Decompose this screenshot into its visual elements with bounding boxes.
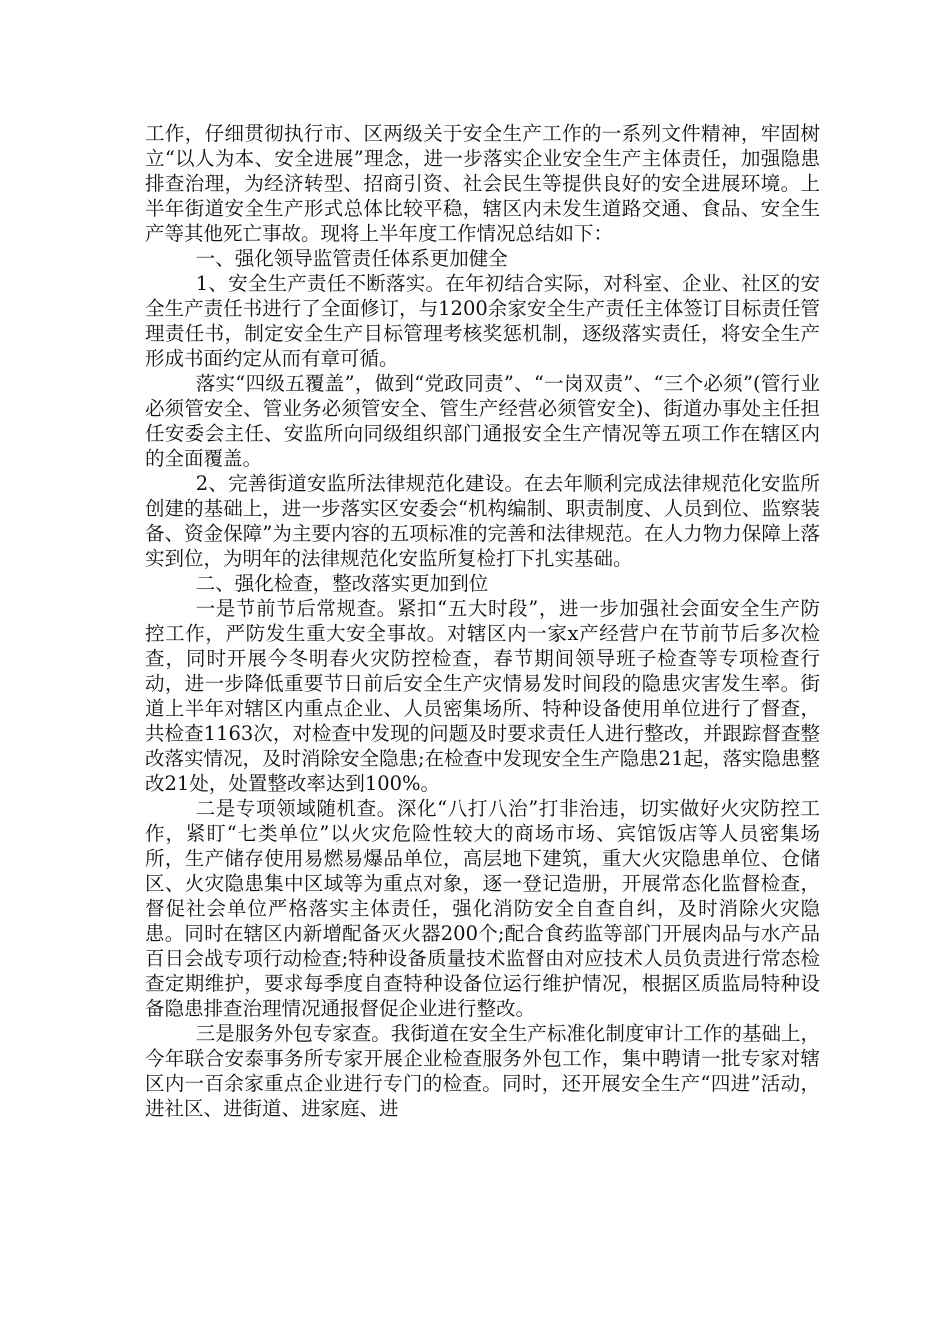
paragraph-2-1: 一是节前节后常规查。紧扣“五大时段”，进一步加强社会面安全生产防控工作，严防发生重大安全事故。对辖区内一家x产经营户在节前节后多次检查，同时开展今冬明春火灾防控检查，春节期间领导班子检查等专项检查行动，进一步降低重要节日前后安全生产灾情易发时间段的隐患灾害发生率。街道上半年对辖区内重点企业、人员密集场所、特种设备使用单位进行了督查，共检查1163次，对检查中发现的问题及时要求责任人进行整改，并跟踪督查整改落实情况，及时消除安全隐患;在检查中发现安全生产隐患21起，落实隐患整改21处，处置整改率达到100%。 <box>145 597 820 795</box>
paragraph-intro: 工作，仔细贯彻执行市、区两级关于安全生产工作的一系列文件精神，牢固树立“以人为本、安全进展”理念，进一步落实企业安全生产主体责任，加强隐患排查治理，为经济转型、招商引资、社会民生等提供良好的安全进展环境。上半年街道安全生产形式总体比较平稳，辖区内未发生道路交通、食品、安全生产等其他死亡事故。现将上半年度工作情况总结如下： <box>145 122 820 245</box>
paragraph-2-2: 二是专项领域随机查。深化“八打八治”打非治违，切实做好火灾防控工作，紧盯“七类单位”以火灾危险性较大的商场市场、宾馆饭店等人员密集场所，生产储存使用易燃易爆品单位，高层地下建筑，重大火灾隐患单位、仓储区、火灾隐患集中区域等为重点对象，逐一登记造册，开展常态化监督检查，督促社会单位严格落实主体责任，强化消防安全自查自纠，及时消除火灾隐患。同时在辖区内新增配备灭火器200个;配合食药监等部门开展肉品与水产品百日会战专项行动检查;特种设备质量技术监督由对应技术人员负责进行常态检查定期维护，要求每季度自查特种设备位运行维护情况，根据区质监局特种设备隐患排查治理情况通报督促企业进行整改。 <box>145 797 820 1020</box>
paragraph-1-2: 2、完善街道安监所法律规范化建设。在去年顺利完成法律规范化安监所创建的基础上，进一步落实区安委会“机构编制、职责制度、人员到位、监察装备、资金保障”为主要内容的五项标准的完善和法律规范。在人力物力保障上落实到位，为明年的法律规范化安监所复检打下扎实基础。 <box>145 472 820 570</box>
document-page <box>145 121 820 1121</box>
section-heading-2: 二、强化检查，整改落实更加到位 <box>195 572 489 595</box>
paragraph-1-1: 1、安全生产责任不断落实。在年初结合实际，对科室、企业、社区的安全生产责任书进行了全面修订，与1200余家安全生产责任主体签订目标责任管理责任书，制定安全生产目标管理考核奖惩机制，逐级落实责任，将安全生产形成书面约定从而有章可循。 <box>145 272 820 370</box>
paragraph-1-1-cont: 落实“四级五覆盖”，做到“党政同责”、“一岗双责”、“三个必须”(管行业必须管安全、管业务必须管安全、管生产经营必须管安全)、街道办事处主任担任安委会主任、安监所向同级组织部门通报安全生产情况等五项工作在辖区内的全面覆盖。 <box>145 372 820 470</box>
section-heading-1: 一、强化领导监管责任体系更加健全 <box>195 247 508 270</box>
paragraph-2-3: 三是服务外包专家查。我街道在安全生产标准化制度审计工作的基础上，今年联合安泰事务所专家开展企业检查服务外包工作，集中聘请一批专家对辖区内一百余家重点企业进行专门的检查。同时，还开展安全生产“四进”活动，进社区、进街道、进家庭、进 <box>145 1022 820 1120</box>
